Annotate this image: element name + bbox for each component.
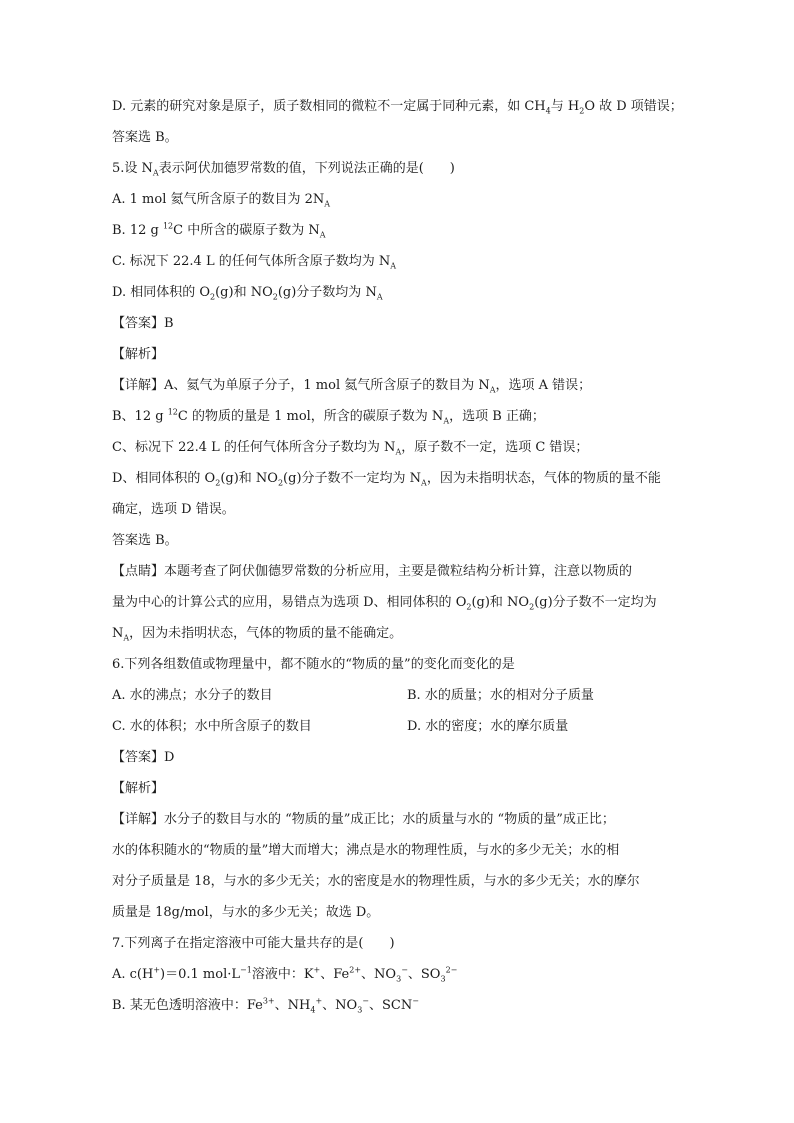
q7-option-b: B. 某无色透明溶液中：$Fe^{3+}$、$NH_4^+$、$NO_3^-$、SCN− <box>112 996 419 1015</box>
q5-option-a: A. 1 mol 氦气所含原子的数目为 $2N_A$ <box>112 192 331 209</box>
q6-detail-3: 对分子质量是 18，与水的多少无关；水的密度是水的物理性质，与水的多少无关；水的摩尔 <box>112 874 640 889</box>
q6-options-row-1 <box>112 685 702 716</box>
q5-detail-d-cont: 确定，选项 D 错误。 <box>112 502 235 517</box>
document-body <box>112 96 702 1026</box>
q7-stem: 7.下列离子在指定溶液中可能大量共存的是( ) <box>112 936 395 951</box>
q6-option-d: D. 水的密度；水的摩尔质量 <box>407 719 569 734</box>
q5-analysis-heading: 【解析】 <box>112 347 165 362</box>
q5-option-d: D. 相同体积的 $O_2(g)$和 $NO_2(g)$分子数均为 $N_A$ <box>112 285 383 302</box>
q6-detail-2: 水的体积随水的“物质的量”增大而增大；沸点是水的物理性质，与水的多少无关；水的相 <box>112 843 620 858</box>
q6-answer: 【答案】D <box>112 750 175 765</box>
q6-option-c: C. 水的体积；水中所含原子的数目 <box>112 719 312 734</box>
q5-stem: 5.设 $N_A$表示阿伏加德罗常数的值，下列说法正确的是( ) <box>112 161 455 178</box>
q6-stem: 6.下列各组数值或物理量中，都不随水的“物质的量”的变化而变化的是 <box>112 657 515 672</box>
q6-option-b: B. 水的质量；水的相对分子质量 <box>407 688 594 703</box>
q5-detail-c: C、标况下 22.4 L 的任何气体所含分子数均为 $N_A$，原子数不一定，选项 C 错误； <box>112 440 589 457</box>
q6-detail-4: 质量是 18g/mol，与水的多少无关；故选 D。 <box>112 905 380 920</box>
q6-options-row-2 <box>112 716 702 747</box>
q5-detail-a: 【详解】A、氦气为单原子分子，1 mol 氦气所含原子的数目为 $N_A$，选项 A 错误； <box>112 378 592 395</box>
q5-option-c: C. 标况下 22.4 L 的任何气体所含原子数均为 $N_A$ <box>112 254 397 271</box>
q5-detail-b: B、12 g $^{12}$C 的物质的量是 1 mol，所含的碳原子数为 $N_A$，选项 B 正确； <box>112 407 545 426</box>
q5-point-3: $N_A$，因为未指明状态，气体的物质的量不能确定。 <box>112 626 403 643</box>
q6-analysis-heading: 【解析】 <box>112 781 165 796</box>
q4-option-d-explanation: D. 元素的研究对象是原子，质子数相同的微粒不一定属于同种元素，如 $CH_4$与 $H_2O$ 故 D 项错误； <box>112 99 683 116</box>
q5-point-1: 【点睛】本题考查了阿伏伽德罗常数的分析应用，主要是微粒结构分析计算，注意以物质的 <box>112 564 633 579</box>
q6-option-a: A. 水的沸点；水分子的数目 <box>112 688 273 703</box>
q5-detail-d: D、相同体积的 $O_2(g)$和 $NO_2(g)$分子数不一定均为 $N_A$，因为未指明状态，气体的物质的量不能 <box>112 471 661 488</box>
q5-point-2: 量为中心的计算公式的应用，易错点为选项 D、相同体积的 $O_2(g)$和 $NO_2(g)$分子数不一定均为 <box>112 595 657 612</box>
q5-option-b: B. 12 g $^{12}$C 中所含的碳原子数为 $N_A$ <box>112 221 326 240</box>
q7-option-a: A. c(H+)＝0.1 $mol\cdot L^{-1}$溶液中：K+、$Fe^{2+}$、$NO_3^-$、$SO_3^{2-}$ <box>112 965 458 984</box>
q6-detail-1: 【详解】水分子的数目与水的 “物质的量”成正比；水的质量与水的 “物质的量”成正比； <box>112 812 615 827</box>
q5-conclusion: 答案选 B。 <box>112 533 178 548</box>
q5-answer: 【答案】B <box>112 316 174 331</box>
q4-conclusion: 答案选 B。 <box>112 130 178 145</box>
